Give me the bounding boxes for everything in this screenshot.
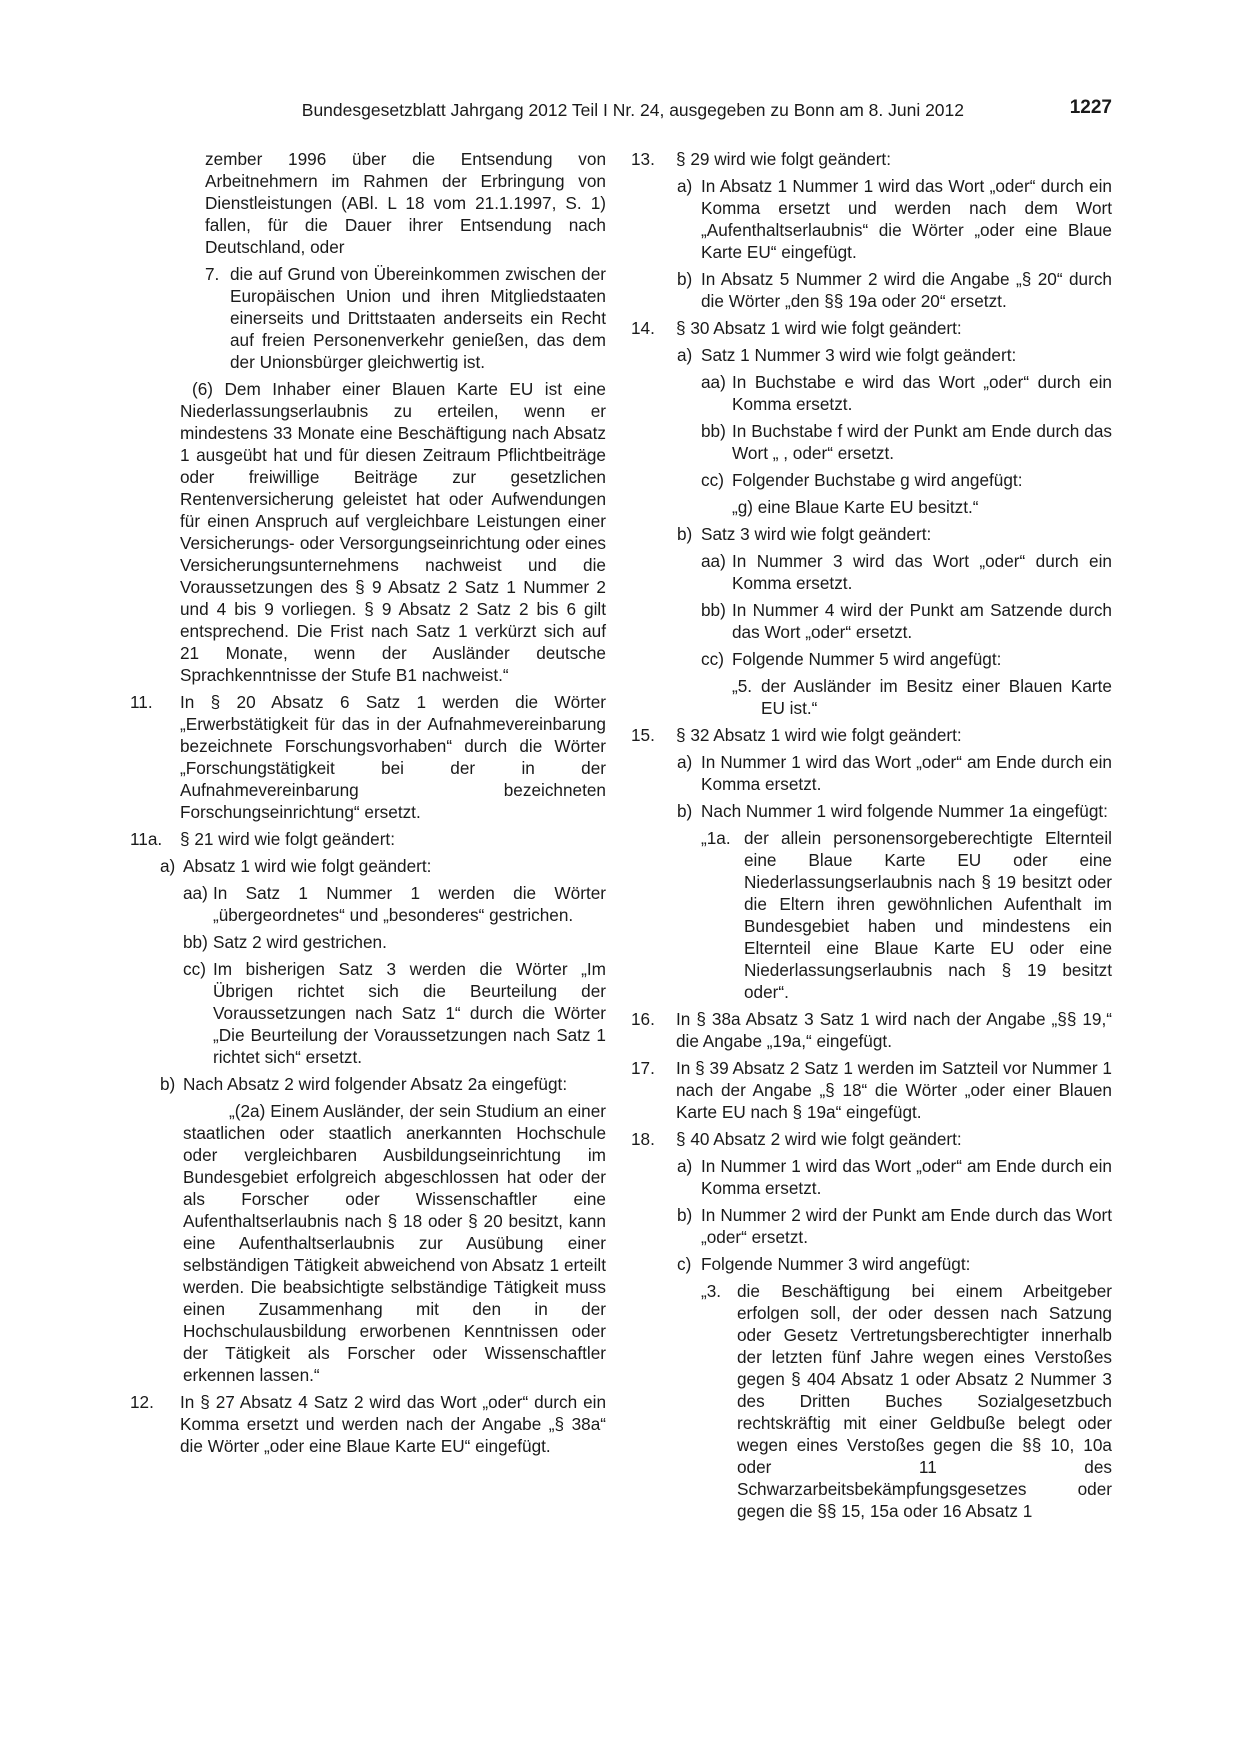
item-label: „1a. — [701, 828, 731, 848]
item-label: bb) — [183, 932, 208, 952]
item-text: Folgende Nummer 3 wird angefügt: — [701, 1254, 971, 1274]
item-label: aa) — [701, 551, 726, 571]
list-item — [130, 828, 606, 850]
item-label: b) — [677, 801, 693, 821]
paragraph-text: „g) eine Blaue Karte EU besitzt.“ — [732, 497, 979, 517]
item-text: In Nummer 2 wird der Punkt am Ende durch das Wort „oder“ ersetzt. — [701, 1205, 1112, 1247]
item-label: bb) — [701, 600, 726, 620]
list-item — [631, 1280, 1112, 1522]
list-item — [130, 691, 606, 823]
item-text: Absatz 1 wird wie folgt geändert: — [183, 856, 432, 876]
list-item — [631, 344, 1112, 366]
item-text: § 21 wird wie folgt geändert: — [180, 829, 395, 849]
list-item — [631, 1057, 1112, 1123]
list-item — [130, 882, 606, 926]
list-item — [631, 1155, 1112, 1199]
item-label: a) — [677, 176, 693, 196]
item-label: a) — [677, 345, 693, 365]
item-label: 12. — [130, 1392, 154, 1412]
list-item — [631, 675, 1112, 719]
list-item — [631, 648, 1112, 670]
item-label: aa) — [183, 883, 208, 903]
item-text: In Buchstabe e wird das Wort „oder“ durch ein Komma ersetzt. — [732, 372, 1112, 414]
item-text: Folgende Nummer 5 wird angefügt: — [732, 649, 1002, 669]
list-item — [631, 550, 1112, 594]
list-item — [631, 724, 1112, 746]
item-text: Nach Nummer 1 wird folgende Nummer 1a eingefügt: — [701, 801, 1108, 821]
item-text: In Absatz 5 Nummer 2 wird die Angabe „§ 20“ durch die Wörter „den §§ 19a oder 20“ ersetzt. — [701, 269, 1112, 311]
item-label: 14. — [631, 318, 655, 338]
item-label: cc) — [701, 649, 724, 669]
item-label: b) — [677, 524, 693, 544]
item-label: „5. — [732, 676, 753, 696]
item-text: Folgender Buchstabe g wird angefügt: — [732, 470, 1023, 490]
list-item — [130, 263, 606, 373]
list-item — [631, 1128, 1112, 1150]
list-item — [631, 523, 1112, 545]
item-label: a) — [677, 752, 693, 772]
item-text: In Absatz 1 Nummer 1 wird das Wort „oder“ durch ein Komma ersetzt und werden nach dem Wort „Aufenthaltserlaubnis“ die Wörter „oder eine Blaue Karte EU“ eingefügt. — [701, 176, 1112, 262]
item-text: Satz 1 Nummer 3 wird wie folgt geändert: — [701, 345, 1017, 365]
item-text: die Beschäftigung bei einem Arbeitgeber erfolgen soll, der oder dessen nach Satzung oder Gesetz Vertretungsberechtigter innerhalb der letzten fünf Jahre wegen eines Verstoßes gegen § 404 Absatz 1 oder Absatz 2 Nummer 3 des Dritten Buches Sozialgesetzbuch rechtskräftig mit einer Geldbuße belegt oder wegen eines Verstoßes gegen die §§ 10, 10a oder 11 des Schwarzarbeitsbekämpfungsgesetzes oder gegen die §§ 15, 15a oder 16 Absatz 1 — [737, 1281, 1112, 1521]
list-item — [130, 1391, 606, 1457]
item-label: 17. — [631, 1058, 655, 1078]
right-column — [631, 148, 1112, 1522]
item-text: Im bisherigen Satz 3 werden die Wörter „Im Übrigen richtet sich die Beurteilung der Voraussetzungen nach Satz 1“ durch die Wörter „Die Beurteilung der Voraussetzungen nach Satz 1 richtet sich“ ersetzt. — [213, 959, 606, 1067]
item-text: der Ausländer im Besitz einer Blauen Karte EU ist.“ — [761, 676, 1112, 718]
left-column — [130, 148, 606, 1457]
item-label: 16. — [631, 1009, 655, 1029]
item-label: bb) — [701, 421, 726, 441]
item-text: § 29 wird wie folgt geändert: — [676, 149, 891, 169]
list-item — [631, 1204, 1112, 1248]
item-text: Nach Absatz 2 wird folgender Absatz 2a eingefügt: — [183, 1074, 568, 1094]
list-item — [631, 469, 1112, 491]
paragraph — [130, 378, 606, 686]
list-item — [631, 371, 1112, 415]
item-text: In Nummer 1 wird das Wort „oder“ am Ende durch ein Komma ersetzt. — [701, 752, 1112, 794]
list-item — [631, 420, 1112, 464]
item-text: In § 39 Absatz 2 Satz 1 werden im Satzteil vor Nummer 1 nach der Angabe „§ 18“ die Wörter „oder einer Blauen Karte EU nach § 19a“ eingefügt. — [676, 1058, 1112, 1122]
item-label: cc) — [183, 959, 206, 979]
item-text: In § 20 Absatz 6 Satz 1 werden die Wörter „Erwerbstätigkeit für das in der Aufnahmevereinbarung bezeichnete Forschungsvorhaben“ durch die Wörter „Forschungstätigkeit bei der in der Aufnahmevereinbarung bezeichneten Forschungseinrichtung“ ersetzt. — [180, 692, 606, 822]
paragraph-text: zember 1996 über die Entsendung von Arbeitnehmern im Rahmen der Erbringung von Dienstleistungen (ABl. L 18 vom 21.1.1997, S. 1) fallen, für die Dauer ihrer Entsendung nach Deutschland, oder — [205, 149, 606, 257]
list-item — [631, 599, 1112, 643]
item-text: § 30 Absatz 1 wird wie folgt geändert: — [676, 318, 962, 338]
item-label: b) — [160, 1074, 176, 1094]
item-label: 13. — [631, 149, 655, 169]
list-item — [631, 827, 1112, 1003]
item-label: a) — [160, 856, 176, 876]
item-text: In Nummer 3 wird das Wort „oder“ durch ein Komma ersetzt. — [732, 551, 1112, 593]
item-label: aa) — [701, 372, 726, 392]
item-label: b) — [677, 269, 693, 289]
list-item — [631, 800, 1112, 822]
list-item — [130, 958, 606, 1068]
item-text: § 32 Absatz 1 wird wie folgt geändert: — [676, 725, 962, 745]
item-text: die auf Grund von Übereinkommen zwischen der Europäischen Union und ihren Mitgliedstaaten einerseits und Drittstaaten anderseits ein Recht auf freien Personenverkehr genießen, das dem der Unionsbürger gleichwertig ist. — [230, 264, 606, 372]
item-text: Satz 2 wird gestrichen. — [213, 932, 387, 952]
item-label: b) — [677, 1205, 693, 1225]
paragraph — [130, 148, 606, 258]
item-text: In Nummer 4 wird der Punkt am Satzende durch das Wort „oder“ ersetzt. — [732, 600, 1112, 642]
item-label: 11. — [130, 692, 153, 712]
page-header — [130, 97, 1112, 130]
list-item — [130, 855, 606, 877]
paragraph-text: (6) Dem Inhaber einer Blauen Karte EU ist eine Niederlassungserlaubnis zu erteilen, wenn er mindestens 33 Monate eine Beschäftigung nach Absatz 1 ausgeübt hat und für diesen Zeitraum Pflichtbeiträge oder freiwillige Beiträge zur gesetzlichen Rentenversicherung geleistet hat oder Aufwendungen für einen Anspruch auf vergleichbare Leistungen einer Versicherungs- oder Versorgungseinrichtung oder eines Versicherungsunternehmens nachweist und die Voraussetzungen des § 9 Absatz 2 Satz 1 Nummer 2 und 4 bis 9 vorliegen. § 9 Absatz 2 Satz 2 bis 6 gilt entsprechend. Die Frist nach Satz 1 verkürzt sich auf 21 Monate, wenn der Ausländer deutsche Sprachkenntnisse der Stufe B1 nachweist.“ — [180, 379, 606, 685]
item-text: In § 27 Absatz 4 Satz 2 wird das Wort „oder“ durch ein Komma ersetzt und werden nach der Angabe „§ 38a“ die Wörter „oder eine Blaue Karte EU“ eingefügt. — [180, 1392, 606, 1456]
list-item — [631, 148, 1112, 170]
list-item — [631, 268, 1112, 312]
item-label: c) — [677, 1254, 692, 1274]
item-text: In § 38a Absatz 3 Satz 1 wird nach der Angabe „§§ 19,“ die Angabe „19a,“ eingefügt. — [676, 1009, 1112, 1051]
item-text: In Satz 1 Nummer 1 werden die Wörter „übergeordnetes“ und „besonderes“ gestrichen. — [213, 883, 606, 925]
page-number: 1227 — [1069, 97, 1112, 118]
list-item — [631, 751, 1112, 795]
list-item — [631, 317, 1112, 339]
item-label: a) — [677, 1156, 693, 1176]
paragraph — [631, 496, 1112, 518]
item-text: Satz 3 wird wie folgt geändert: — [701, 524, 932, 544]
list-item — [130, 1073, 606, 1095]
item-label: 15. — [631, 725, 655, 745]
item-label: 11a. — [130, 829, 163, 849]
running-title: Bundesgesetzblatt Jahrgang 2012 Teil I Nr. 24, ausgegeben zu Bonn am 8. Juni 2012 — [301, 100, 964, 120]
item-text: In Buchstabe f wird der Punkt am Ende durch das Wort „ , oder“ ersetzt. — [732, 421, 1112, 463]
list-item — [631, 175, 1112, 263]
item-text: § 40 Absatz 2 wird wie folgt geändert: — [676, 1129, 962, 1149]
item-label: „3. — [701, 1281, 722, 1301]
item-label: cc) — [701, 470, 724, 490]
item-text: In Nummer 1 wird das Wort „oder“ am Ende durch ein Komma ersetzt. — [701, 1156, 1112, 1198]
list-item — [631, 1008, 1112, 1052]
item-text: der allein personensorgeberechtigte Elternteil eine Blaue Karte EU oder eine Niederlassungserlaubnis nach § 19 besitzt oder die Eltern ihren gewöhnlichen Aufenthalt im Bundesgebiet haben und mindestens ein Elternteil eine Blaue Karte EU oder eine Niederlassungserlaubnis nach § 19 besitzt oder“. — [744, 828, 1112, 1002]
paragraph-text: „(2a) Einem Ausländer, der sein Studium an einer staatlichen oder staatlich anerkannten Hochschule oder vergleichbaren Ausbildungseinrichtung im Bundesgebiet erfolgreich abgeschlossen hat oder der als Forscher oder Wissenschaftler eine Aufenthaltserlaubnis nach § 18 oder § 20 besitzt, kann eine Aufenthaltserlaubnis zur Ausübung einer selbständigen Tätigkeit abweichend von Absatz 1 erteilt werden. Die beabsichtigte selbständige Tätigkeit muss einen Zusammenhang mit den in der Hochschulausbildung erworbenen Kenntnissen oder der Tätigkeit als Forscher oder Wissenschaftler erkennen lassen.“ — [183, 1101, 606, 1385]
paragraph — [130, 1100, 606, 1386]
item-label: 7. — [205, 264, 220, 284]
item-label: 18. — [631, 1129, 655, 1149]
list-item — [631, 1253, 1112, 1275]
list-item — [130, 931, 606, 953]
